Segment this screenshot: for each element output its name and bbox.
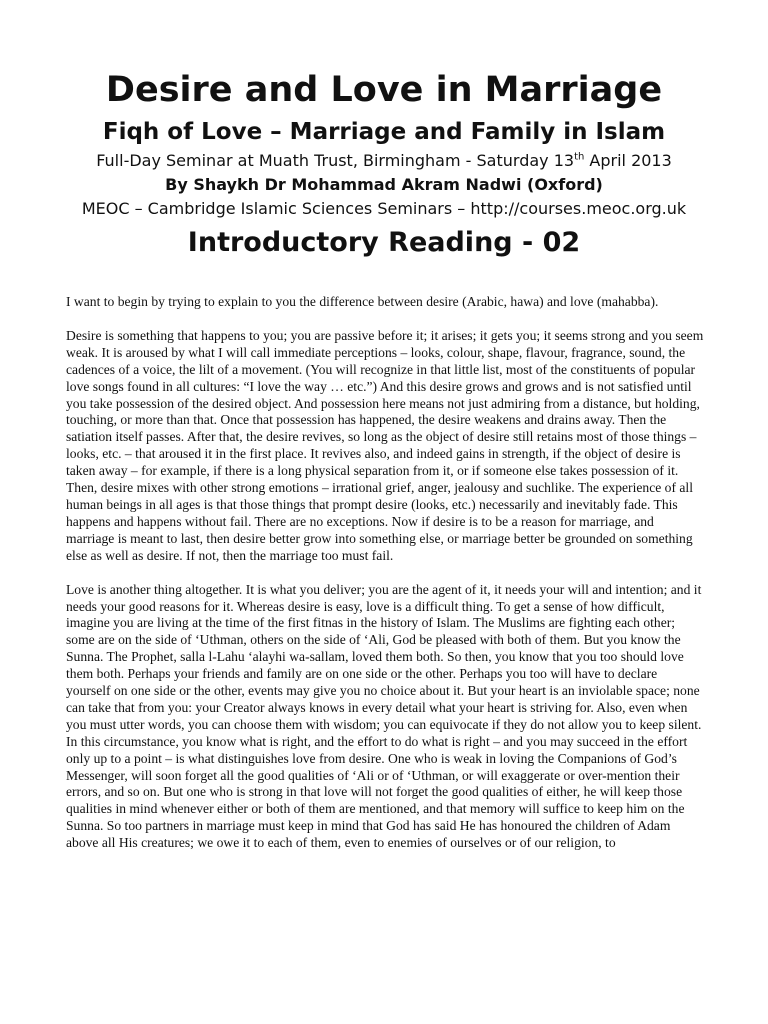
reading-title: Introductory Reading - 02 (187, 227, 581, 258)
event-line (0, 149, 768, 173)
organization-line: MEOC – Cambridge Islamic Sciences Seminars – http://courses.meoc.org.uk (81, 199, 687, 218)
event-text: Full-Day Seminar at Muath Trust, Birmingham - Saturday 13 (96, 151, 575, 170)
body-paragraph: Love is another thing altogether. It is what you deliver; you are the agent of it, it needs your will and intention; and it needs your good reasons for it. Whereas desire is easy, love is a difficult thing. To get a sense of how difficult, imagine you are living at the time of the first fitnas in the history of Islam. The Muslims are fighting each other; some are on the side of ‘Uthman, others on the side of ‘Ali, God be pleased with both of them. But you know the Sunna. The Prophet, salla l-Lahu ‘alayhi wa-sallam, loved them both. So then, you know that you too should love them both. Perhaps your friends and family are on one side or the other. Perhaps you too will have to declare yourself on one side or the other, events may give you no choice about it. But your heart is an inviolable space; none can take that from you: your Creator always knows in every detail what your heart is striving for. Also, even when you must utter words, you can choose them with wisdom; you can equivocate if they do not allow you to keep silent. In this circumstance, you know what is right, and the effort to do what is right – and you may succeed in the effort only up to a point – is what distinguishes love from desire. One who is weak in loving the Companions of God’s Messenger, will soon forget all the good qualities of ‘Ali or of ‘Uthman, or will exaggerate or over-mention their errors, and so on. But one who is strong in that love will not forget the good qualities of either, he will keep those qualities in mind whenever either or both of them are mentioned, and that memory will suffice to keep him on the Sunna. So too partners in marriage must keep in mind that God has said He has honoured the children of Adam above all His creatures; we owe it to each of them, even to enemies of ourselves or of our religion, to (66, 581, 702, 851)
body-paragraph: Desire is something that happens to you; you are passive before it; it arises; it gets you; it seems strong and you seem weak. It is aroused by what I will call immediate perceptions – looks, colour, shape, flavour, fragrance, sound, the cadences of a voice, the lilt of a movement. (You will recognize in that little list, most of the constituents of popular love songs found in all cultures: “I love the way … etc.”) And this desire grows and grows and is not satisfied until you take possession of the desired object. And possession here means not just admiring from a distance, but holding, touching, or more than that. Once that possession has happened, the desire weakens and drains away. Then the satiation itself passes. After that, the desire revives, so long as the object of desire still retains most of those things – looks, etc. – that aroused it in the first place. It revives also, and indeed gains in strength, if the object of desire is taken away – for example, if there is a long physical separation from it, or if someone else takes possession of it. Then, desire mixes with other strong emotions – irrational grief, anger, jealousy and suchlike. The experience of all human beings in all ages is that those things that prompt desire (looks, etc.) necessarily and inevitably fade. This happens and happens without fail. There are no exceptions. Now if desire is to be a reason for marriage, and marriage is meant to last, then desire better grow into something else, or marriage better be grounded on something else as well as desire. If not, then the marriage too must fail. (66, 327, 704, 563)
body-paragraph: I want to begin by trying to explain to you the difference between desire (Arabic, hawa) and love (mahabba). (66, 294, 659, 309)
event-date-text: April 2013 (584, 151, 672, 170)
document-title: Desire and Love in Marriage (105, 70, 663, 110)
document-header (0, 66, 768, 263)
date-ordinal-suffix: th (574, 151, 585, 163)
document-body (66, 294, 704, 869)
speaker-line: By Shaykh Dr Mohammad Akram Nadwi (Oxford) (165, 175, 603, 194)
document-subtitle: Fiqh of Love – Marriage and Family in Islam (102, 119, 666, 145)
